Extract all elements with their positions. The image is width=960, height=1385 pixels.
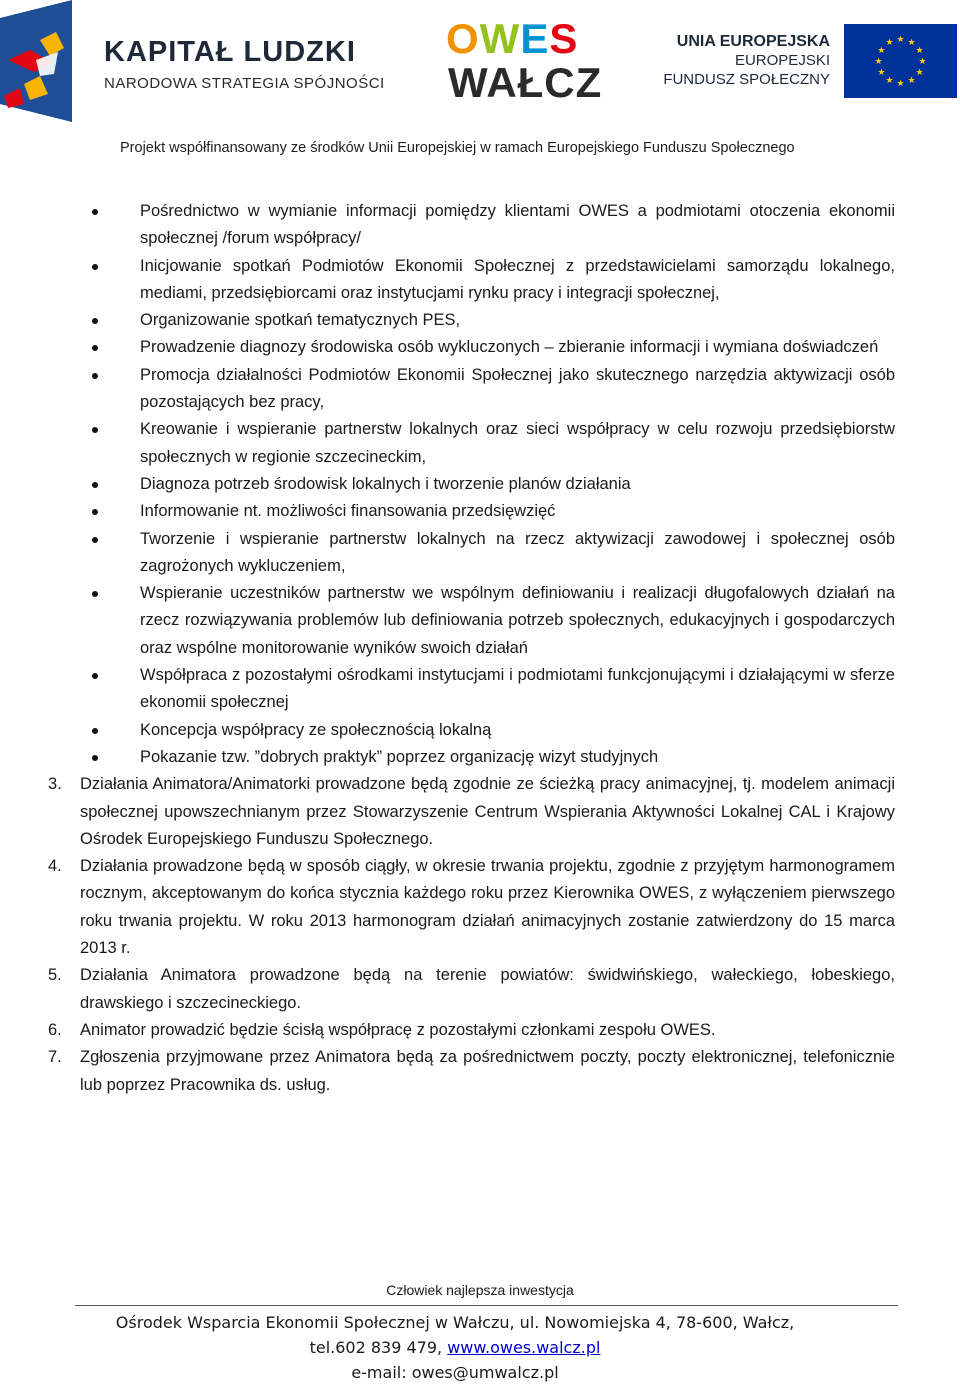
bullet-item xyxy=(0,662,960,717)
owes-walcz-logo xyxy=(446,15,603,106)
numbered-item xyxy=(0,853,960,962)
footer-address: Ośrodek Wsparcia Ekonomii Społecznej w Wałczu, ul. Nowomiejska 4, 78-600, Wałcz, xyxy=(115,1313,795,1332)
bullet-item xyxy=(0,334,960,361)
eu-star-icon: ★ xyxy=(907,75,916,86)
bullet-item xyxy=(0,526,960,581)
bullet-dot-icon xyxy=(92,373,98,379)
owes-letter-w: W xyxy=(479,15,521,62)
bullet-item xyxy=(0,744,960,771)
item-number: 6. xyxy=(48,1020,62,1039)
bullet-dot-icon xyxy=(92,728,98,734)
footer-phone: tel.602 839 479, xyxy=(309,1338,448,1357)
kapital-ludzki-subtitle: NARODOWA STRATEGIA SPÓJNOŚCI xyxy=(104,75,385,92)
bullet-item xyxy=(0,471,960,498)
activities-bullet-list xyxy=(0,198,960,771)
numbered-item xyxy=(0,1044,960,1099)
eu-fund-label xyxy=(663,32,830,90)
walcz-wordmark: WAŁCZ xyxy=(448,59,603,106)
eu-star-icon: ★ xyxy=(907,36,916,47)
eu-star-icon: ★ xyxy=(877,45,886,55)
numbered-points-list xyxy=(0,771,960,1099)
item-number: 3. xyxy=(48,775,62,794)
bullet-item xyxy=(0,362,960,417)
owes-letter-o: O xyxy=(446,15,480,62)
bullet-item xyxy=(0,307,960,334)
owes-wordmark xyxy=(446,15,579,62)
bullet-text: Koncepcja współpracy ze społecznością lokalną xyxy=(140,720,492,739)
eu-star-icon: ★ xyxy=(915,45,924,55)
bullet-item xyxy=(0,580,960,662)
eu-star-icon: ★ xyxy=(918,56,927,66)
bullet-item xyxy=(0,416,960,471)
eu-star-icon: ★ xyxy=(885,36,894,47)
page-header xyxy=(0,0,960,170)
bullet-dot-icon xyxy=(92,427,98,433)
item-number: 4. xyxy=(48,857,62,876)
bullet-text: Tworzenie i wspieranie partnerstw lokalnych na rzecz aktywizacji zawodowej i społecznej osób zagrożonych wykluczeniem, xyxy=(140,529,895,575)
eu-line-2: EUROPEJSKI xyxy=(734,52,830,69)
bullet-dot-icon xyxy=(92,509,98,515)
bullet-text: Informowanie nt. możliwości finansowania przedsięwzięć xyxy=(140,502,556,521)
document-body xyxy=(0,198,960,1099)
footer-email: e-mail: owes@umwalcz.pl xyxy=(351,1363,559,1382)
bullet-text: Promocja działalności Podmiotów Ekonomii Społecznej jako skutecznego narzędzia aktywizacji osób pozostających bez pracy, xyxy=(140,365,895,412)
item-text: Animator prowadzić będzie ścisłą współpracę z pozostałymi członkami zespołu OWES. xyxy=(80,1020,716,1039)
numbered-item xyxy=(0,1017,960,1044)
bullet-text: Inicjowanie spotkań Podmiotów Ekonomii Społecznej z przedstawicielami samorządu lokalnego, mediami, przedsiębiorcami oraz instytucjami rynku pracy i integracji społecznej, xyxy=(140,256,895,302)
footer-divider xyxy=(75,1305,898,1306)
item-text: Działania Animatora prowadzone będą na terenie powiatów: świdwińskiego, wałeckiego, łobeskiego, drawskiego i szczecineckiego. xyxy=(80,966,895,1012)
kapital-ludzki-title: KAPITAŁ LUDZKI xyxy=(104,36,356,68)
bullet-text: Pośrednictwo w wymianie informacji pomiędzy klientami OWES a podmiotami otoczenia ekonomii społecznej /forum współpracy/ xyxy=(140,202,895,248)
footer-contact xyxy=(0,1310,910,1385)
bullet-dot-icon xyxy=(92,482,98,488)
bullet-dot-icon xyxy=(92,209,98,215)
bullet-text: Diagnoza potrzeb środowisk lokalnych i tworzenie planów działania xyxy=(140,474,631,493)
project-cofinancing-line: Projekt współfinansowany ze środków Unii Europejskiej w ramach Europejskiego Funduszu Społecznego xyxy=(120,140,795,156)
bullet-text: Pokazanie tzw. ”dobrych praktyk” poprzez organizację wizyt studyjnych xyxy=(140,747,659,766)
eu-star-icon: ★ xyxy=(896,34,905,44)
eu-star-icon: ★ xyxy=(885,75,894,86)
item-text: Działania prowadzone będą w sposób ciągły, w okresie trwania projektu, zgodnie z przyjętym harmonogramem rocznym, akceptowanym do końca stycznia każdego roku przez Kierownika OWES, z wyłączeniem pierwszego roku trwania projektu. W roku 2013 harmonogram działań animacyjnych zostanie zatwierdzony do 15 marca 2013 r. xyxy=(80,857,895,958)
eu-star-icon: ★ xyxy=(915,67,924,77)
bullet-dot-icon xyxy=(92,264,98,270)
footer-website-link[interactable]: www.owes.walcz.pl xyxy=(447,1338,601,1357)
bullet-item xyxy=(0,253,960,308)
bullet-text: Organizowanie spotkań tematycznych PES, xyxy=(140,311,461,330)
bullet-text: Wspieranie uczestników partnerstw we wspólnym definiowaniu i realizacji długofalowych działań na rzecz rozwiązywania problemów lub definiowania potrzeb społecznych, edukacyjnych i gospodarczych oraz wspólne monitorowanie wyników swoich działań xyxy=(140,584,895,657)
bullet-text: Kreowanie i wspieranie partnerstw lokalnych oraz sieci współpracy w celu rozwoju przedsiębiorstw społecznych w regionie szczecineckim, xyxy=(140,420,895,466)
bullet-dot-icon xyxy=(92,755,98,761)
eu-star-icon: ★ xyxy=(896,78,905,88)
bullet-dot-icon xyxy=(92,345,98,351)
item-number: 5. xyxy=(48,966,62,985)
eu-flag-icon xyxy=(844,24,957,98)
owes-letter-e: E xyxy=(520,15,550,62)
bullet-dot-icon xyxy=(92,537,98,543)
bullet-item xyxy=(0,498,960,525)
footer-motto: Człowiek najlepsza inwestycja xyxy=(386,1282,574,1298)
bullet-item xyxy=(0,717,960,744)
eu-star-icon: ★ xyxy=(874,56,883,66)
eu-line-1: UNIA EUROPEJSKA xyxy=(676,33,830,50)
bullet-dot-icon xyxy=(92,591,98,597)
eu-star-icon: ★ xyxy=(877,67,886,77)
bullet-dot-icon xyxy=(92,318,98,324)
owes-letter-s: S xyxy=(549,15,579,62)
bullet-dot-icon xyxy=(92,673,98,679)
bullet-item xyxy=(0,198,960,253)
kapital-ludzki-logo xyxy=(0,0,78,122)
footer-phone-web xyxy=(0,1335,910,1360)
eu-line-3: FUNDUSZ SPOŁECZNY xyxy=(663,70,830,88)
bullet-text: Prowadzenie diagnozy środowiska osób wykluczonych – zbieranie informacji i wymiana doświadczeń xyxy=(140,338,879,357)
numbered-item xyxy=(0,771,960,853)
item-number: 7. xyxy=(48,1048,62,1067)
bullet-text: Współpraca z pozostałymi ośrodkami instytucjami i podmiotami funkcjonującymi i działającymi w sferze ekonomii społecznej xyxy=(140,666,895,712)
item-text: Zgłoszenia przyjmowane przez Animatora będą za pośrednictwem poczty, poczty elektronicznej, telefonicznie lub poprzez Pracownika ds. usług. xyxy=(80,1048,895,1094)
item-text: Działania Animatora/Animatorki prowadzone będą zgodnie ze ścieżką pracy animacyjnej, tj. modelem animacji społecznej upowszechnianym przez Stowarzyszenie Centrum Wspierania Aktywności Lokalnej CAL i Krajowy Ośrodek Europejskiego Funduszu Społecznego. xyxy=(80,775,895,848)
numbered-item xyxy=(0,962,960,1017)
